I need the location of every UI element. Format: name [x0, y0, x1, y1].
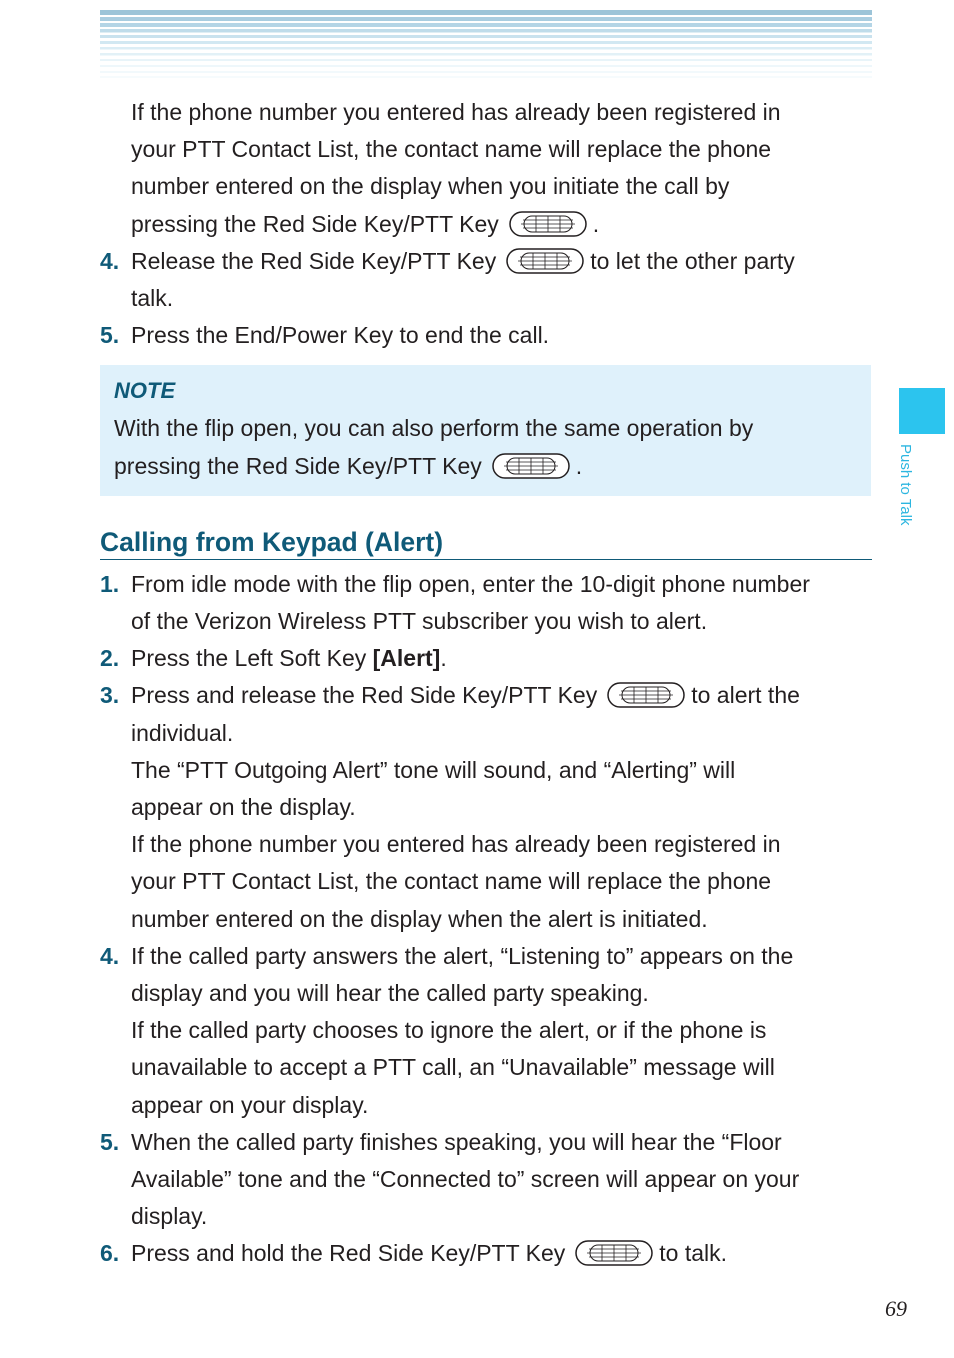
alert-step-2: [100, 640, 872, 677]
alert-step-5: [100, 1124, 872, 1236]
intro-paragraph: [100, 94, 872, 243]
text-segment: Press and release the Red Side Key/PTT Key: [131, 682, 598, 709]
text-line: appear on your display.: [131, 1091, 369, 1118]
text-line: If the called party answers the alert, “Listening to” appears on the: [131, 942, 794, 969]
text-segment: to alert the: [691, 682, 800, 709]
text-line: your PTT Contact List, the contact name will replace the phone: [131, 868, 772, 895]
ptt-key-icon: [506, 248, 584, 274]
step-number: 5.: [100, 322, 120, 349]
chapter-tab-label: [897, 444, 919, 548]
chapter-label-text: Push to Talk: [897, 444, 914, 526]
page-number: 69: [885, 1296, 907, 1321]
soft-key-label: [Alert]: [372, 645, 441, 672]
text-line: If the called party chooses to ignore the alert, or if the phone is: [131, 1017, 767, 1044]
step-number: 4.: [100, 247, 120, 274]
text-line: individual.: [131, 719, 234, 746]
step-number: 2.: [100, 645, 120, 672]
text-line: Available” tone and the “Connected to” screen will appear on your: [131, 1166, 800, 1193]
text-line: talk.: [131, 285, 174, 312]
alert-step-1: [100, 566, 872, 640]
text-segment: Release the Red Side Key/PTT Key: [131, 247, 497, 274]
header-stripe-band: [100, 10, 872, 80]
step-number: 6.: [100, 1240, 120, 1267]
text-line: [100, 206, 872, 243]
text-segment: Press and hold the Red Side Key/PTT Key: [131, 1240, 566, 1267]
text-line: [100, 640, 872, 677]
text-line: [100, 1235, 872, 1272]
ptt-key-icon: [492, 453, 570, 479]
text-line: number entered on the display when the alert is initiated.: [131, 905, 708, 932]
text-line: [114, 448, 857, 485]
text-line: [100, 677, 872, 714]
step-number: 4.: [100, 942, 120, 969]
text-segment: .: [575, 452, 583, 479]
text-segment: pressing the Red Side Key/PTT Key: [114, 452, 482, 479]
text-line: Press the End/Power Key to end the call.: [131, 322, 550, 349]
ptt-key-icon: [607, 682, 685, 708]
step-number: 5.: [100, 1128, 120, 1155]
text-line: your PTT Contact List, the contact name will replace the phone: [131, 136, 772, 163]
text-line: With the flip open, you can also perform the same operation by: [114, 415, 754, 442]
text-line: appear on the display.: [131, 794, 356, 821]
text-segment: Press the Left Soft Key: [131, 645, 373, 672]
text-line: [100, 243, 872, 280]
note-title: NOTE: [114, 378, 176, 404]
text-line: number entered on the display when you initiate the call by: [131, 173, 730, 200]
text-segment: pressing the Red Side Key/PTT Key: [131, 210, 499, 237]
ptt-key-icon: [575, 1240, 653, 1266]
text-segment: to talk.: [659, 1240, 728, 1267]
step-4-release: [100, 243, 872, 317]
page-content: [100, 94, 872, 1273]
section-heading: Calling from Keypad (Alert): [100, 525, 872, 560]
alert-step-4: [100, 938, 872, 1124]
note-box: [100, 365, 871, 495]
text-line: If the phone number you entered has already been registered in: [131, 831, 781, 858]
text-line: If the phone number you entered has already been registered in: [131, 99, 781, 125]
alert-step-3: [100, 677, 872, 937]
text-segment: .: [592, 210, 600, 237]
text-line: When the called party finishes speaking, you will hear the “Floor: [131, 1128, 782, 1155]
text-line: of the Verizon Wireless PTT subscriber you wish to alert.: [131, 608, 708, 635]
step-5-end-call: [100, 317, 872, 354]
step-number: 3.: [100, 682, 120, 709]
text-line: The “PTT Outgoing Alert” tone will sound, and “Alerting” will: [131, 756, 736, 783]
text-line: unavailable to accept a PTT call, an “Unavailable” message will: [131, 1054, 775, 1081]
text-line: display.: [131, 1203, 208, 1230]
text-line: From idle mode with the flip open, enter the 10-digit phone number: [131, 570, 810, 597]
text-line: display and you will hear the called party speaking.: [131, 980, 649, 1007]
ptt-key-icon: [509, 211, 587, 237]
step-number: 1.: [100, 570, 120, 597]
text-segment: to let the other party: [590, 247, 795, 274]
alert-step-6: [100, 1235, 872, 1272]
chapter-tab-marker: [899, 388, 945, 434]
text-segment: .: [440, 645, 447, 672]
